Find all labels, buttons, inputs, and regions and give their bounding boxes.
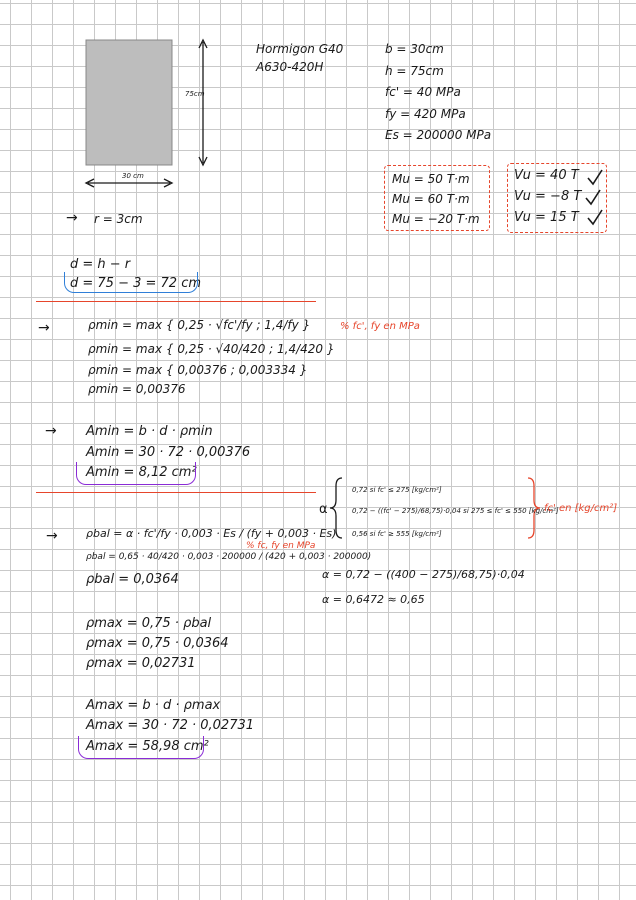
arrow-rho-min: → [38,320,50,336]
amin-result: Amin = 8,12 cm² [86,465,197,480]
arrow-rho-bal: → [46,528,58,544]
amax-formula: Amax = b · d · ρmax [86,698,221,713]
param-b: b = 30cm [385,42,444,56]
shear-1: Vu = 40 T [514,168,579,183]
rho-min-line-4: ρmin = 0,00376 [88,382,186,396]
shear-3: Vu = 15 T [514,210,579,225]
d-formula: d = h − r [70,257,131,272]
rho-min-line-1: ρmin = max { 0,25 · √fc'/fy ; 1,4/fy } [88,318,311,332]
moment-1: Mu = 50 T·m [392,172,470,186]
rho-bal-unit-note: % fc, fy en MPa [246,541,316,551]
arrow-cover: → [66,210,78,226]
rho-min-unit-note: % fc', fy en MPa [340,321,420,332]
param-h: h = 75cm [385,64,444,78]
rho-min-line-3: ρmin = max { 0,00376 ; 0,003334 } [88,363,308,377]
rho-max-result: ρmax = 0,02731 [86,656,196,671]
rho-max-formula: ρmax = 0,75 · ρbal [86,616,212,631]
alpha-case-2: 0,72 − ((fc' − 275)/68,75)·0,04 si 275 ≤ fc' ≤ 550 [kg/cm²] [352,507,559,515]
param-fy: fy = 420 MPa [385,107,466,121]
rho-bal-substitution: ρbal = 0,65 · 40/420 · 0,003 · 200000 / (420 + 0,003 · 200000) [86,552,372,562]
d-result: d = 75 − 3 = 72 cm [70,276,202,291]
rho-min-line-2: ρmin = max { 0,25 · √40/420 ; 1,4/420 } [88,342,335,356]
amin-substitution: Amin = 30 · 72 · 0,00376 [86,445,251,460]
steel-grade: A630-420H [256,60,324,74]
amax-substitution: Amax = 30 · 72 · 0,02731 [86,718,255,733]
cover-value: r = 3cm [94,212,143,226]
shear-2: Vu = −8 T [514,189,582,204]
moment-3: Mu = −20 T·m [392,212,480,226]
alpha-calc-line-1: α = 0,72 − ((400 − 275)/68,75)·0,04 [322,568,525,581]
alpha-case-3: 0,56 si fc' ≥ 555 [kg/cm²] [352,530,442,538]
width-label: 30 cm [122,172,144,180]
concrete-grade: Hormigon G40 [256,42,344,56]
amax-result-box [78,736,204,759]
alpha-calc-line-2: α = 0,6472 ≈ 0,65 [322,593,425,606]
amin-formula: Amin = b · d · ρmin [86,424,213,439]
rho-bal-formula: ρbal = α · fc'/fy · 0,003 · Es / (fy + 0,003 · Es) [86,527,337,540]
param-fc: fc' = 40 MPa [385,85,461,99]
amax-result: Amax = 58,98 cm² [86,739,209,754]
alpha-case-1: 0,72 si fc' ≤ 275 [kg/cm²] [352,486,442,494]
alpha-unit-note: fc' en [kg/cm²] [544,503,618,514]
rho-max-substitution: ρmax = 0,75 · 0,0364 [86,636,229,651]
rho-bal-result: ρbal = 0,0364 [86,572,179,587]
arrow-amin: → [45,423,57,439]
moment-2: Mu = 60 T·m [392,192,470,206]
alpha-symbol: α [319,502,328,517]
param-es: Es = 200000 MPa [385,128,492,142]
height-label: 75cm [185,90,205,98]
